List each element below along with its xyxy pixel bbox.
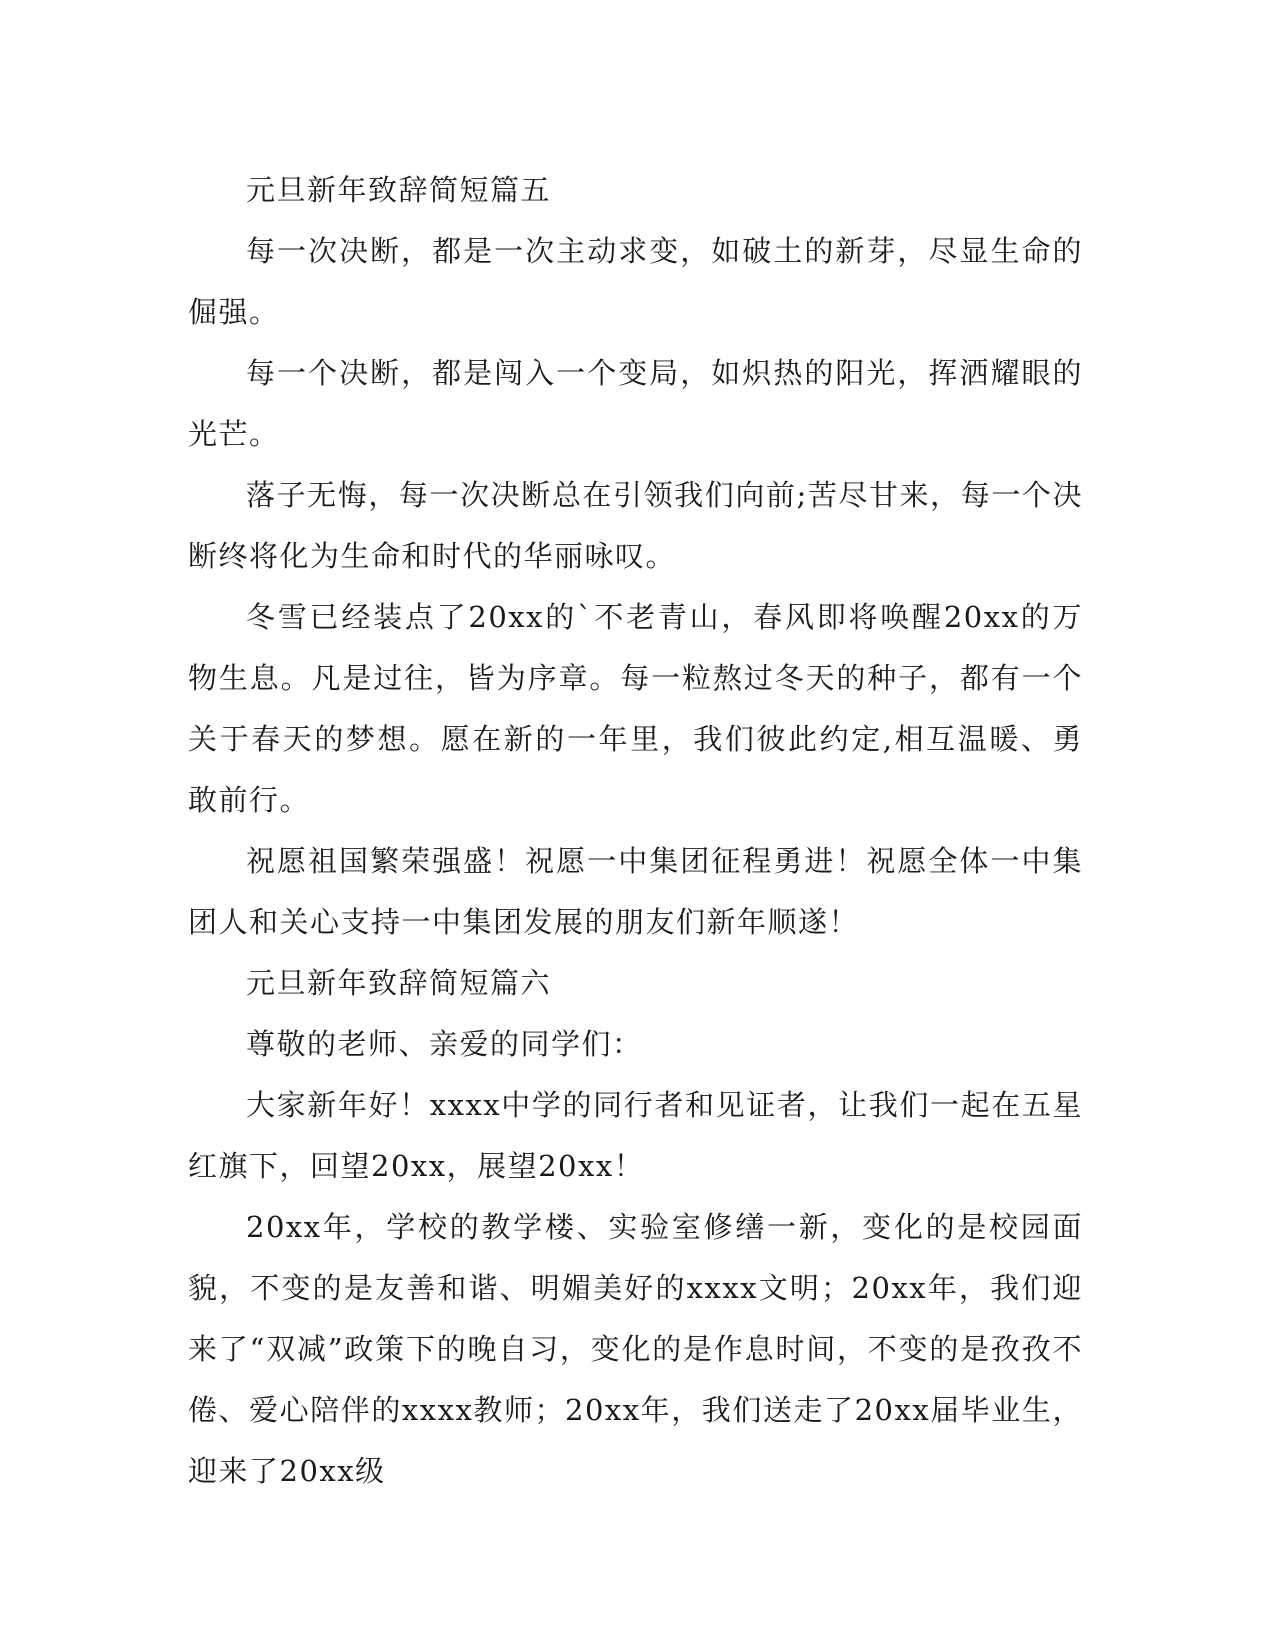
paragraph: 每一个决断，都是闯入一个变局，如炽热的阳光，挥洒耀眼的光芒。 bbox=[188, 356, 1083, 451]
section-heading: 元旦新年致辞简短篇六 bbox=[246, 966, 552, 1000]
paragraph: 大家新年好！xxxx中学的同行者和见证者，让我们一起在五星红旗下，回望20xx，展望20xx！ bbox=[188, 1088, 1083, 1183]
salutation: 尊敬的老师、亲爱的同学们： bbox=[246, 1027, 643, 1061]
document-body bbox=[188, 160, 1083, 1502]
paragraph: 落子无悔，每一次决断总在引领我们向前;苦尽甘来，每一个决断终将化为生命和时代的华丽咏叹。 bbox=[188, 478, 1083, 573]
paragraph: 冬雪已经装点了20xx的`不老青山，春风即将唤醒20xx的万物生息。凡是过往，皆为序章。每一粒熬过冬天的种子，都有一个关于春天的梦想。愿在新的一年里，我们彼此约定,相互温暖、勇敢前行。 bbox=[188, 600, 1083, 817]
section-heading: 元旦新年致辞简短篇五 bbox=[246, 173, 552, 207]
paragraph: 每一次决断，都是一次主动求变，如破土的新芽，尽显生命的倔强。 bbox=[188, 234, 1083, 329]
paragraph: 祝愿祖国繁荣强盛！祝愿一中集团征程勇进！祝愿全体一中集团人和关心支持一中集团发展的朋友们新年顺遂！ bbox=[188, 844, 1083, 939]
paragraph: 20xx年，学校的教学楼、实验室修缮一新，变化的是校园面貌，不变的是友善和谐、明媚美好的xxxx文明；20xx年，我们迎来了“双减”政策下的晚自习，变化的是作息时间，不变的是孜孜不倦、爱心陪伴的xxxx教师；20xx年，我们送走了20xx届毕业生，迎来了20xx级 bbox=[188, 1210, 1083, 1488]
